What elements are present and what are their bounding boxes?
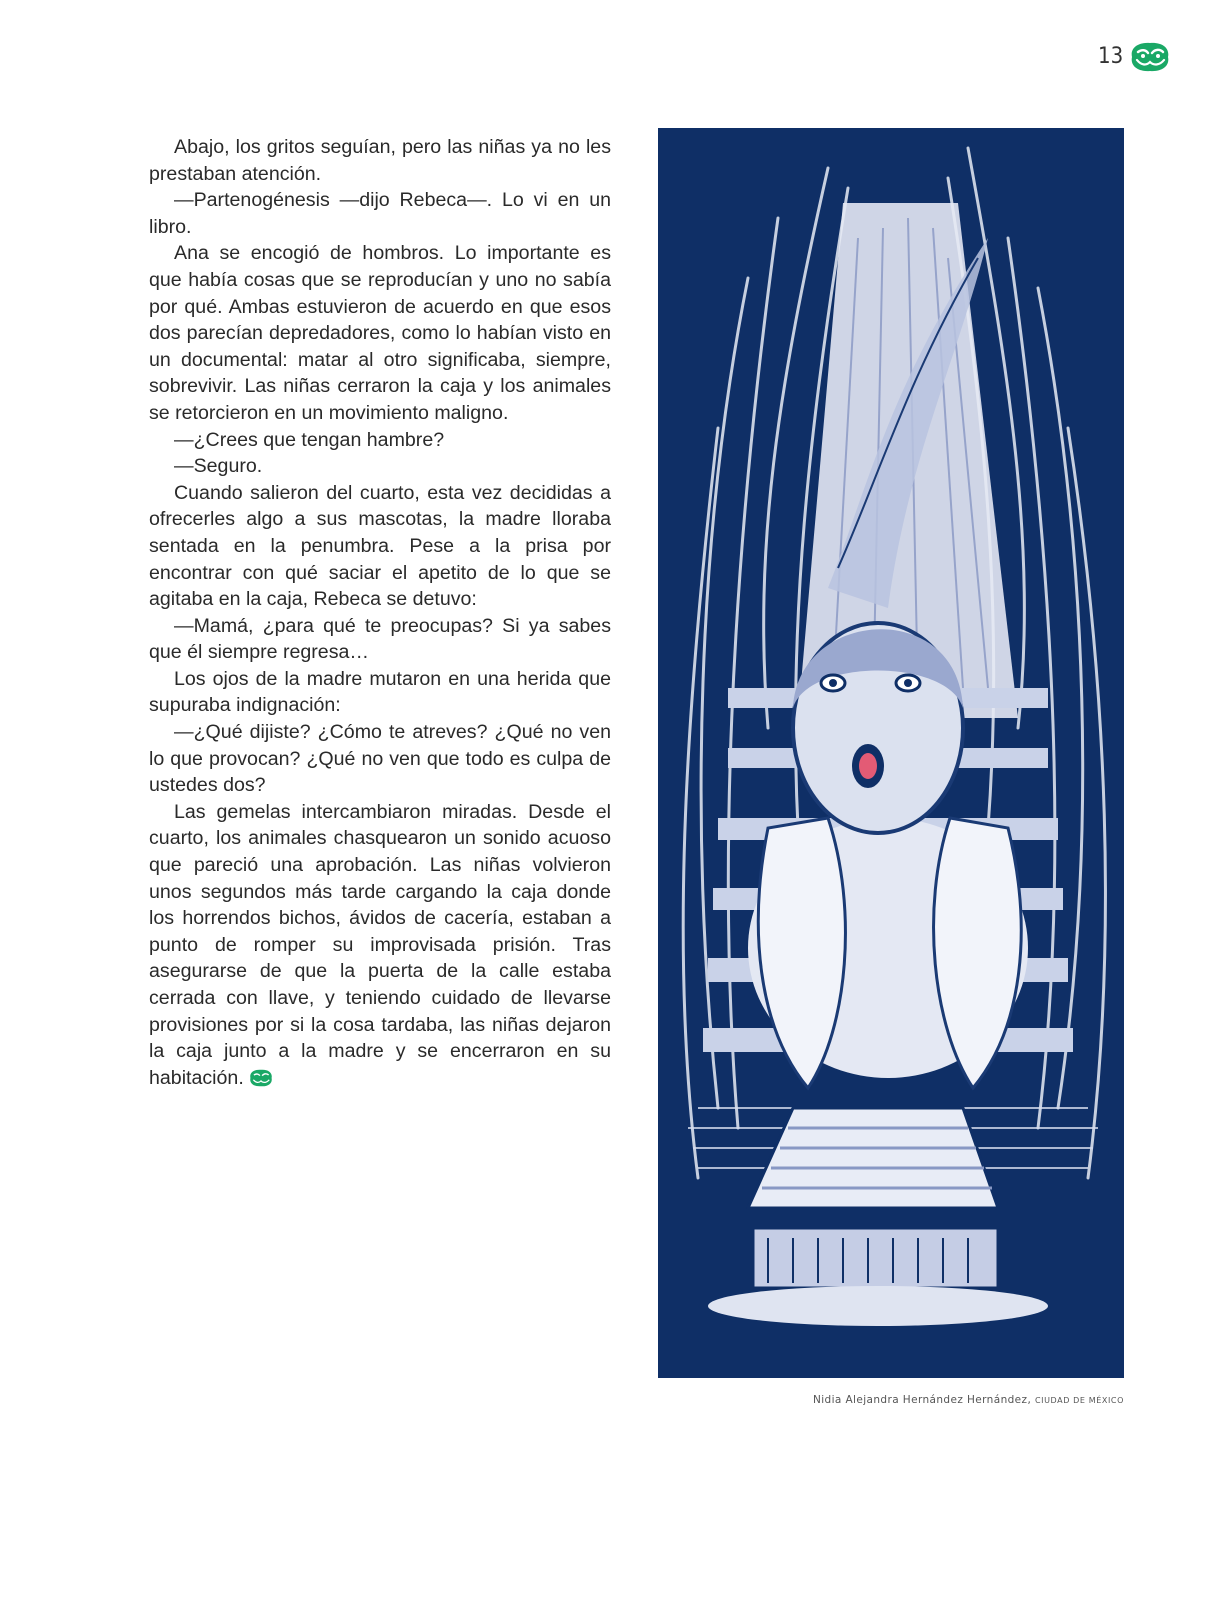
last-paragraph — [149, 799, 611, 1092]
paragraph: —¿Crees que tengan hambre? — [174, 428, 445, 451]
illustration — [658, 128, 1124, 1378]
illustration-artwork — [658, 128, 1124, 1378]
green-mask-icon — [1128, 40, 1172, 74]
paragraph: —¿Qué dijiste? ¿Cómo te atreves? ¿Qué no ven lo que provocan? ¿Qué no ven que todo es culpa de ustedes dos? — [149, 721, 611, 797]
page-number: 13 — [1098, 44, 1124, 69]
paragraph-text: Las gemelas intercambiaron miradas. Desde el cuarto, los animales chasquearon un sonido acuoso que pareció una aprobación. Las niñas volvieron unos segundos más tarde cargando la caja donde los horrendos bichos, ávidos de cacería, estaban a punto de romper su improvisada prisión. Tras asegurarse de que la puerta de la calle estaba cerrada con llave, y teniendo cuidado de llevarse provisiones por si la cosa tardaba, las niñas dejaron la caja junto a la madre y se encerraron en su habitación. — [149, 800, 611, 1089]
paragraph: —Mamá, ¿para qué te preocupas? Si ya sabes que él siempre regresa… — [149, 614, 611, 664]
paragraph: Los ojos de la madre mutaron en una herida que supuraba indignación: — [149, 667, 611, 717]
paragraph: Cuando salieron del cuarto, esta vez decididas a ofrecerles algo a sus mascotas, la madre lloraba sentada en la penumbra. Pese a la prisa por encontrar con qué saciar el apetito de lo que se agitaba en la caja, Rebeca se detuvo: — [149, 481, 611, 611]
illustration-credit — [658, 1394, 1124, 1406]
paragraph: Abajo, los gritos seguían, pero las niñas ya no les prestaban atención. — [149, 136, 611, 185]
paragraph: Ana se encogió de hombros. Lo importante es que había cosas que se reproducían y uno no sabía por qué. Ambas estuvieron de acuerdo en que esos dos parecían depredadores, como lo habían visto en un documental: matar al otro significaba, siempre, sobrevivir. Las niñas cerraron la caja y los animales se retorcieron en un movimiento maligno. — [149, 242, 611, 424]
story-text — [149, 134, 611, 1091]
green-mask-icon — [248, 1068, 274, 1088]
credit-place: CIUDAD DE MÉXICO — [1034, 1396, 1124, 1405]
credit-name: Nidia Alejandra Hernández Hernández, — [812, 1394, 1032, 1406]
paragraph: —Partenogénesis —dijo Rebeca—. Lo vi en un libro. — [149, 189, 611, 238]
paragraph: —Seguro. — [174, 455, 263, 478]
